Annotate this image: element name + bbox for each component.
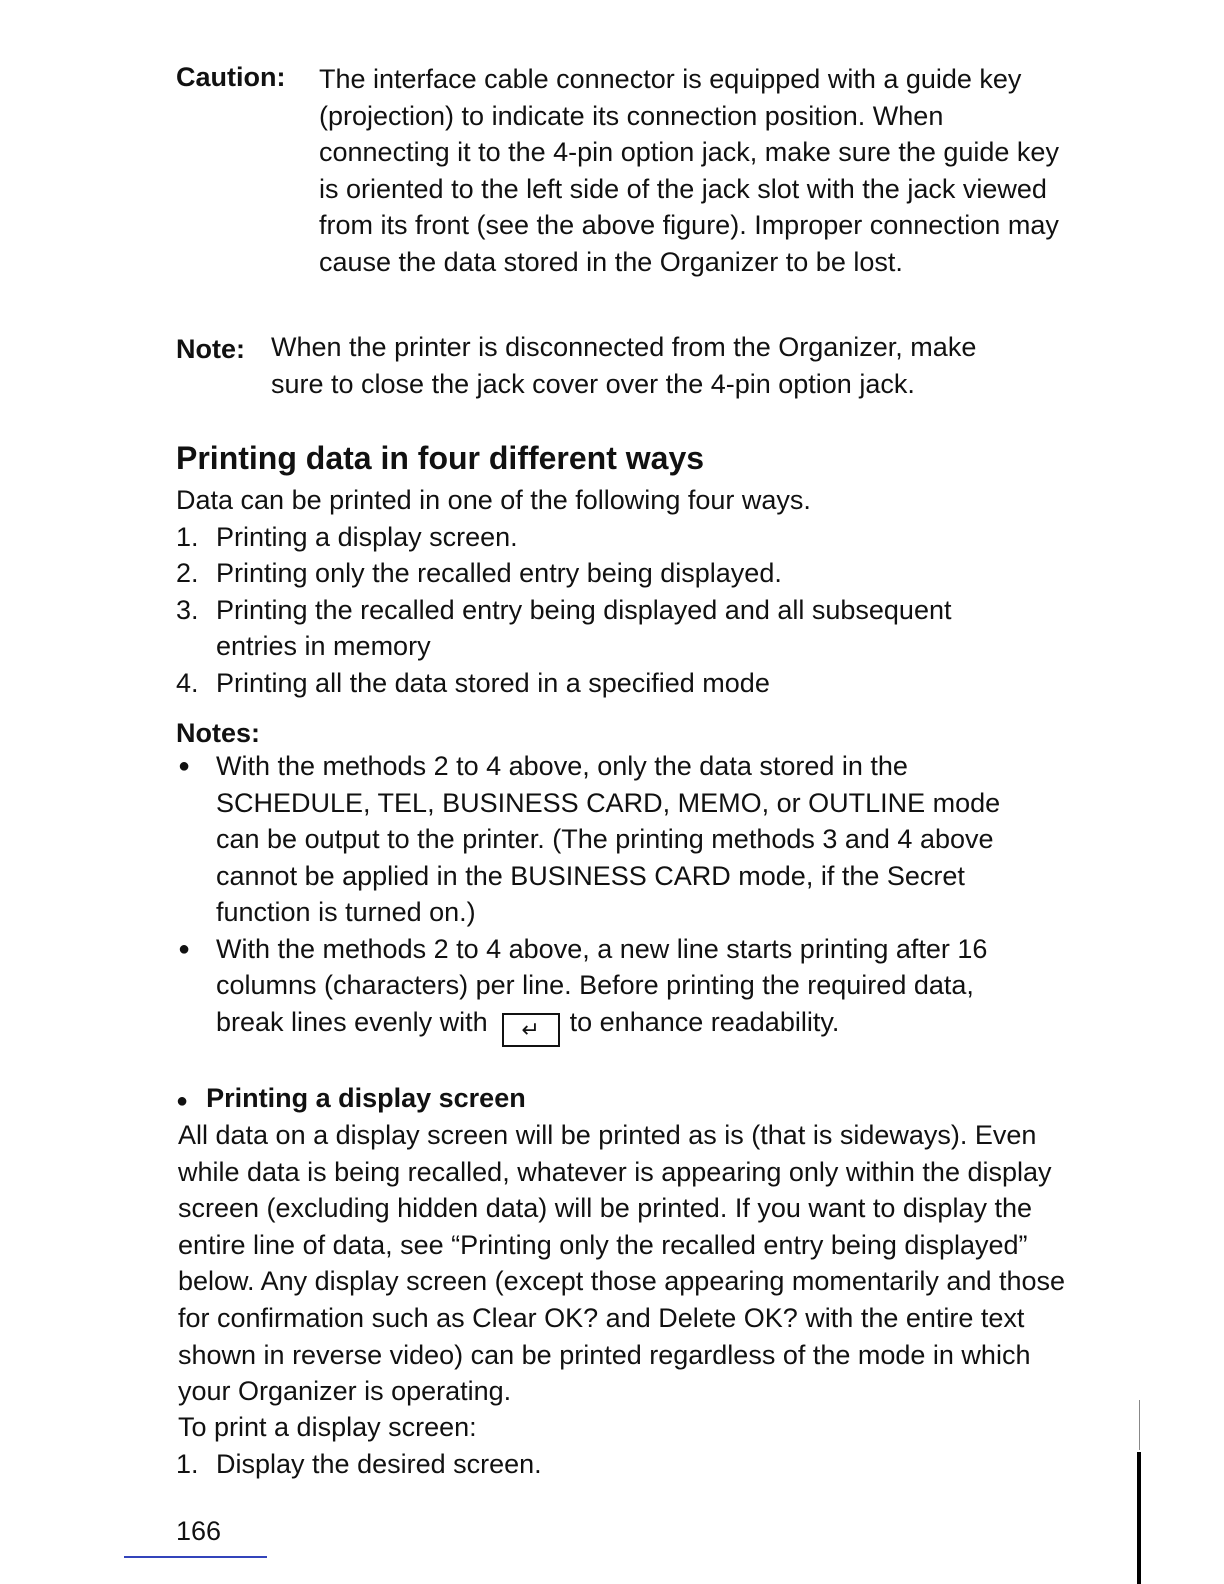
note-paragraph: When the printer is disconnected from the Organizer, make sure to close the jack cover over the 4-pin option jack. (271, 332, 977, 399)
enter-key-icon: ↵ (502, 1013, 560, 1047)
list-text: Printing a display screen. (216, 521, 518, 552)
list-text: Printing only the recalled entry being displayed. (216, 558, 782, 588)
steps-list (176, 1446, 1036, 1483)
section-intro: Data can be printed in one of the following four ways. (176, 485, 811, 515)
note-label: Note: (176, 334, 245, 364)
list-text: Display the desired screen. (216, 1449, 542, 1479)
caution-label: Caution: (176, 62, 286, 92)
bullet-icon: ● (178, 755, 191, 777)
list-number: 3. (176, 594, 199, 625)
section-heading: Printing data in four different ways (176, 440, 705, 476)
notes-item-text: With the methods 2 to 4 above, a new line starts printing after 16 columns (characters) per line. Before printing the required data, break lines evenly with (216, 933, 988, 1037)
notes-list (176, 748, 1046, 1047)
list-item (176, 1446, 1036, 1483)
list-item (176, 555, 1036, 592)
to-print-label: To print a display screen: (178, 1412, 477, 1442)
note-text (271, 329, 1021, 402)
list-number: 4. (176, 667, 199, 698)
subsection-body: All data on a display screen will be printed as is (that is sideways). Even while data is being recalled, whatever is appearing only within the display screen (excluding hidden data) will be printed. If you want to display the entire line of data, see “Printing only the recalled entry being displayed” below. Any display screen (except those appearing momentarily and those for confirmation such as Clear OK? and Delete OK? with the entire text shown in reverse video) can be printed regardless of the mode in which your Organizer is operating. (178, 1120, 1066, 1407)
list-number: 2. (176, 558, 199, 588)
list-text: Printing the recalled entry being displayed and all subsequent entries in memory (216, 594, 952, 661)
notes-item (176, 931, 1046, 1047)
subsection-heading: Printing a display screen (206, 1083, 526, 1113)
list-item (176, 592, 1016, 665)
list-item (176, 519, 1036, 556)
subsection-heading-row (176, 1080, 526, 1120)
footer-rule (124, 1556, 267, 1558)
list-number: 1. (176, 1449, 199, 1479)
bullet-icon: ● (178, 937, 191, 960)
notes-label: Notes: (176, 718, 261, 748)
notes-item-text: With the methods 2 to 4 above, only the data stored in the SCHEDULE, TEL, BUSINESS CARD, MEMO, or OUTLINE mode can be output to the printer. (The printing methods 3 and 4 above cannot be applied in the BUSINESS CARD mode, if the Secret function is turned on.) (216, 751, 1001, 927)
caution-text (319, 61, 1064, 280)
page-number: 166 (176, 1516, 222, 1546)
bullet-icon: ● (176, 1090, 189, 1112)
notes-item-text-after: to enhance readability. (569, 1006, 840, 1037)
scan-edge-line (1139, 1400, 1140, 1450)
list-text: Printing all the data stored in a specified mode (216, 667, 770, 698)
notes-item (176, 748, 1046, 931)
list-number: 1. (176, 521, 199, 552)
list-item (176, 665, 1036, 702)
scan-edge-bar (1137, 1452, 1141, 1584)
ways-list (176, 482, 1036, 701)
caution-paragraph: The interface cable connector is equipped with a guide key (projection) to indicate its connection position. When connecting it to the 4-pin option jack, make sure the guide key is oriented to the left side of the jack slot with the jack viewed from its front (see the above figure). Improper connection may cause the data stored in the Organizer to be lost. (319, 64, 1059, 277)
